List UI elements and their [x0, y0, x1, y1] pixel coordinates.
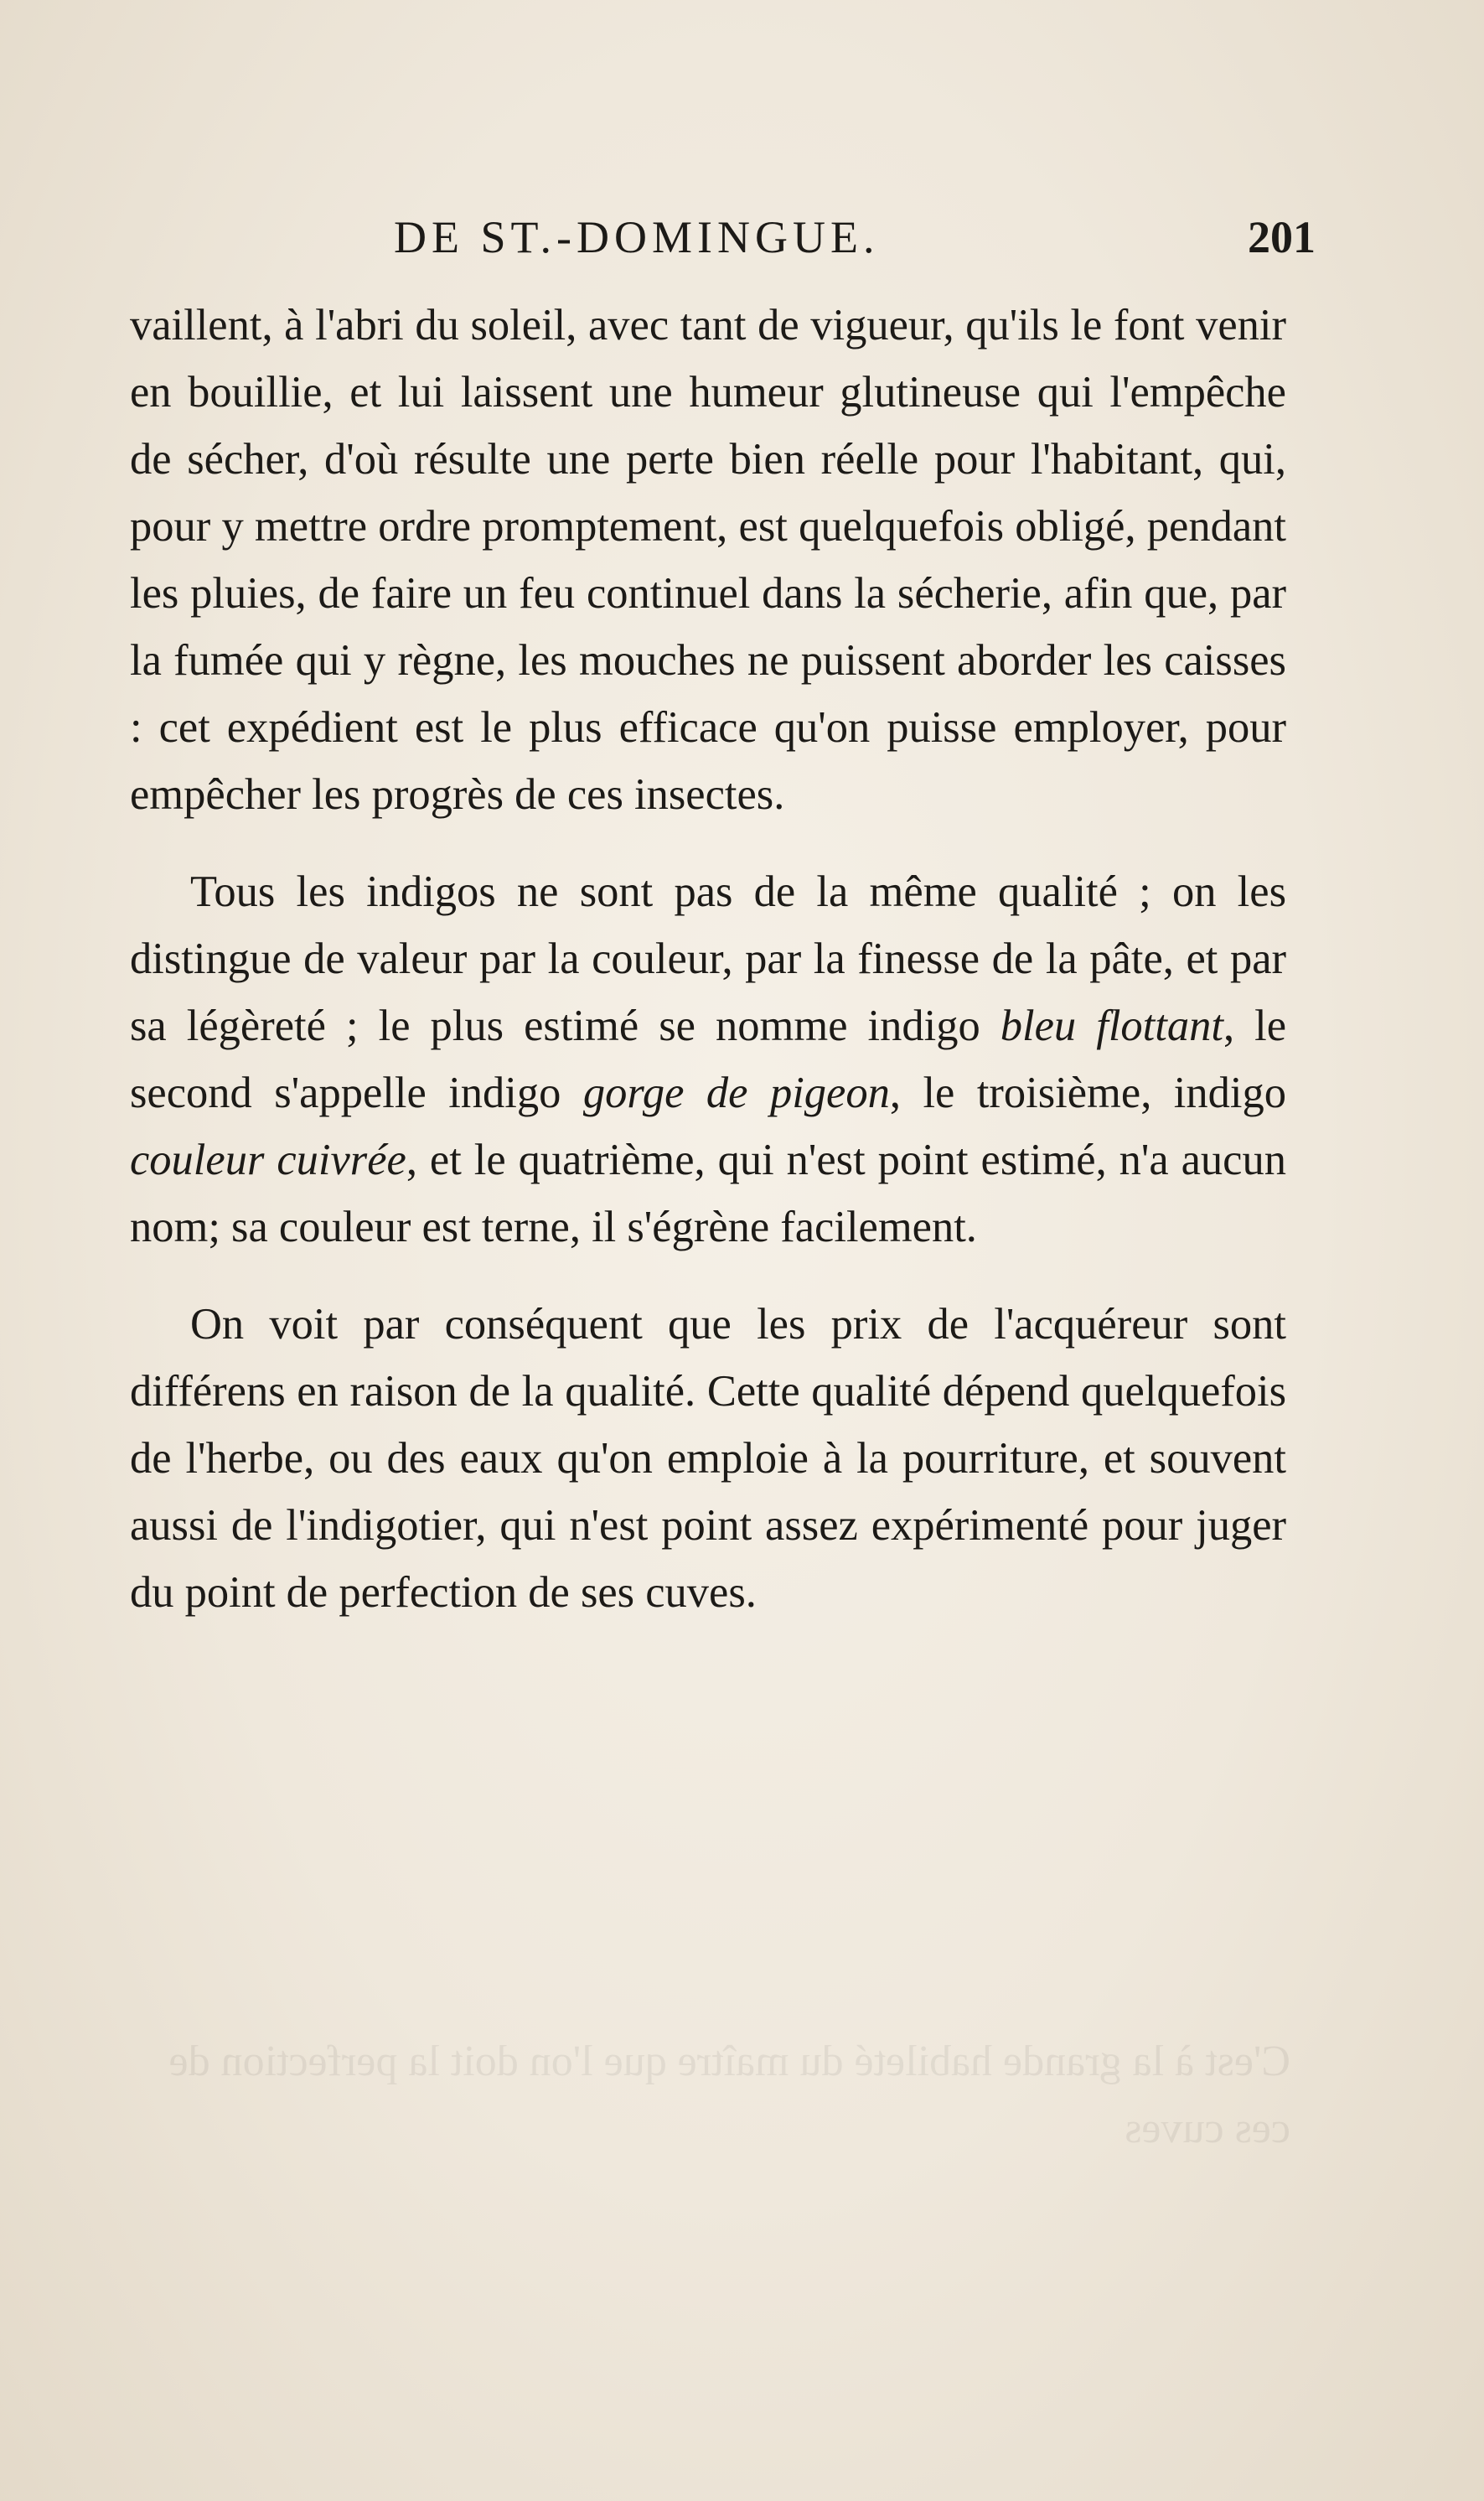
paragraph — [130, 1291, 1286, 1626]
bleed-through-text: C'est à la grande habileté du maître que l'on doit la perfection de ces cuves — [168, 2038, 1290, 2152]
page-number: 201 — [1248, 212, 1316, 262]
text-run: Tous les indigos ne sont pas de la même qualité ; on les distingue de valeur par la couleur, par la finesse de la pâte, et par sa légèreté ; le plus estimé se nomme indigo — [130, 867, 1286, 1050]
paragraph — [130, 292, 1286, 828]
running-title: DE ST.-DOMINGUE. — [394, 212, 880, 262]
italic-term: couleur cuivrée — [130, 1136, 406, 1184]
text-run: , le second s'appelle indigo — [130, 1002, 1287, 1117]
paragraph — [130, 858, 1286, 1261]
page-header — [126, 211, 1316, 261]
italic-term: bleu flottant — [1000, 1002, 1223, 1050]
text-run: vaillent, à l'abri du soleil, avec tant de vigueur, qu'ils le font venir en bouillie, et lui laissent une humeur glutineuse qui l'empêche de sécher, d'où résulte une perte bien réelle pour l'habitant, qui, pour y mettre ordre promptement, est quelquefois obligé, pendant les pluies, de faire un feu continuel dans la sécherie, afin que, par la fumée qui y règne, les mouches ne puissent aborder les caisses : cet expédient est le plus efficace qu'on puisse employer, pour empêcher les progrès de ces insectes. — [130, 301, 1286, 819]
italic-term: gorge de pigeon — [582, 1069, 890, 1117]
text-run: , et le quatrième, qui n'est point estimé, n'a aucun nom; sa couleur est terne, il s'égrène facilement. — [130, 1136, 1286, 1251]
body-text — [130, 292, 1286, 1626]
text-run: , le troisième, indigo — [889, 1069, 1286, 1117]
text-run: On voit par conséquent que les prix de l'acquéreur sont différens en raison de la qualité. Cette qualité dépend quelquefois de l'herbe, ou des eaux qu'on emploie à la pourriture, et souvent aussi de l'indigotier, qui n'est point assez expérimenté pour juger du point de perfection de ses cuves. — [130, 1300, 1286, 1617]
